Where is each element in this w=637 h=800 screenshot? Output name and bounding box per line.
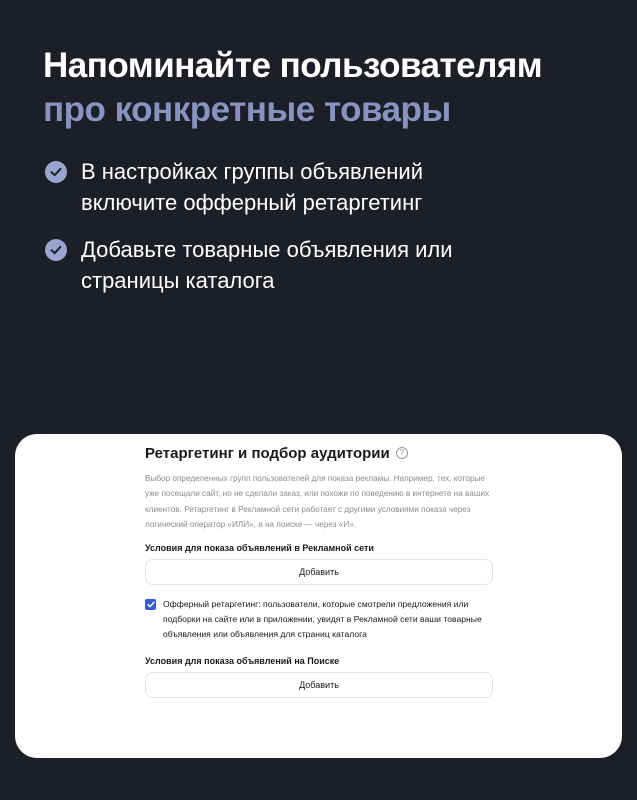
bullet-list	[45, 156, 605, 312]
headline-line-2: про конкретные товары	[43, 90, 451, 129]
network-add-button[interactable]: Добавить	[145, 559, 493, 585]
check-icon	[45, 161, 67, 183]
bullet-text: В настройках группы объявлений включите офферный ретаргетинг	[81, 159, 423, 215]
retargeting-settings-card	[15, 434, 622, 758]
headline	[43, 44, 542, 132]
card-title	[145, 442, 495, 464]
search-add-button[interactable]: Добавить	[145, 672, 493, 698]
network-conditions-label: Условия для показа объявлений в Рекламной сети	[145, 542, 374, 553]
offer-retargeting-text: Офферный ретаргетинг: пользователи, которые смотрели предложения или подборки на сайте или в приложении, увидят в Рекламной сети ваши товарные объявления или объявления для страниц каталога	[163, 598, 482, 640]
offer-retargeting-option	[145, 597, 495, 643]
card-description: Выбор определенных групп пользователей для показа рекламы. Например, тех, которые уже посещали сайт, но не сделали заказ, или похожи по поведению в интернете на ваших клиентов. Ретаргетинг в Рекламной сети работает с другими условиями показа через логический оператор «ИЛИ», а на поиске — через «И».	[145, 474, 490, 530]
card-content	[145, 442, 495, 698]
question-icon[interactable]: ?	[396, 447, 408, 459]
card-title-text: Ретаргетинг и подбор аудитории	[145, 444, 390, 462]
headline-line-1: Напоминайте пользователям	[43, 46, 543, 85]
search-conditions-label: Условия для показа объявлений на Поиске	[145, 656, 340, 667]
offer-retargeting-checkbox[interactable]	[145, 599, 156, 610]
bullet-item	[45, 234, 605, 296]
check-icon	[45, 239, 67, 261]
bullet-text: Добавьте товарные объявления или страницы каталога	[81, 237, 453, 293]
bullet-item	[45, 156, 605, 218]
